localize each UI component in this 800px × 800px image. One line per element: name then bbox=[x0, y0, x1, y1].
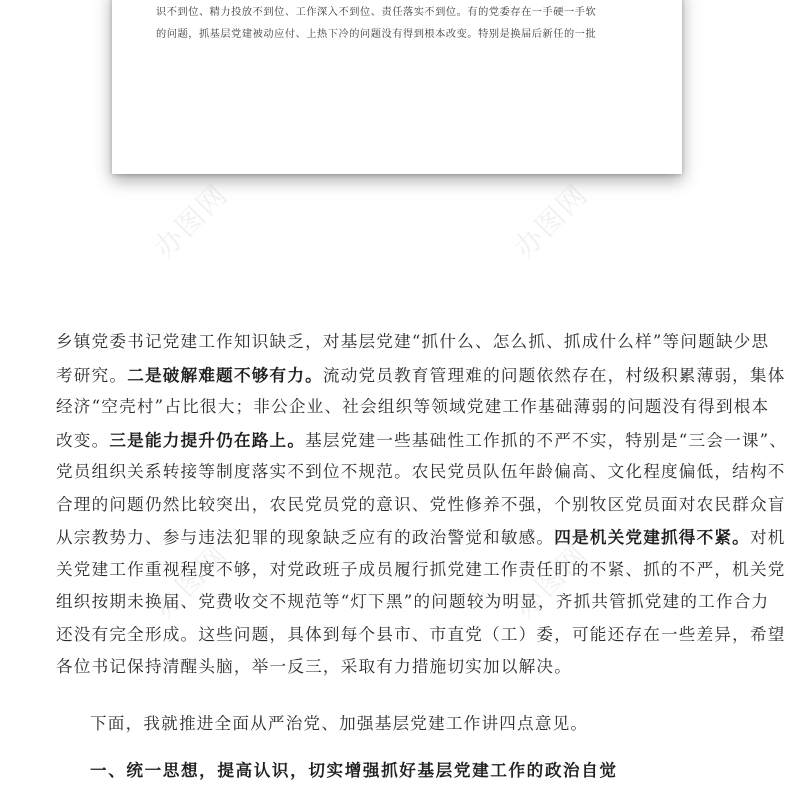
body-bold-text: 四是机关党建抓得不紧。 bbox=[554, 527, 750, 547]
body-line: 还没有完全形成。这些问题，具体到每个县市、市直党（工）委，可能还存在一些差异，希望 bbox=[56, 624, 786, 644]
intro-paragraph: 下面，我就推进全面从严治党、加强基层党建工作讲四点意见。 bbox=[90, 714, 589, 733]
body-text: 从宗教势力、参与违法犯罪的现象缺乏应有的政治警觉和敏感。 bbox=[56, 528, 555, 547]
body-bold-text: 二是破解难题不够有力。 bbox=[127, 364, 323, 385]
body-text: 对机 bbox=[749, 528, 786, 547]
body-line bbox=[56, 359, 786, 392]
body-line: 关党建工作重视程度不够，对党政班子成员履行抓党建工作责任盯的不紧、抓的不严，机关党 bbox=[56, 559, 786, 579]
document-preview-card bbox=[112, 0, 682, 174]
body-text: 考研究。 bbox=[56, 365, 128, 385]
watermark: 办图网 bbox=[147, 177, 235, 265]
body-line bbox=[56, 424, 788, 457]
body-paragraph bbox=[56, 326, 788, 684]
preview-line-2: 识不到位、精力投放不到位、工作深入不到位、责任落实不到位。有的党委存在一手硬一手软 bbox=[156, 7, 597, 18]
body-line: 党员组织关系转接等制度落实不到位不规范。农民党员队伍年龄偏高、文化程度偏低，结构不 bbox=[56, 462, 786, 481]
watermark: 办图网 bbox=[507, 537, 595, 625]
body-line: 合理的问题仍然比较突出，农民党员党的意识、党性修养不强，个别牧区党员面对农民群众盲 bbox=[56, 494, 786, 514]
watermark: 办图网 bbox=[147, 537, 235, 625]
body-line: 乡镇党委书记党建工作知识缺乏，对基层党建“抓什么、怎么抓、抓成什么样”等问题缺少思 bbox=[56, 332, 770, 351]
body-line: 组织按期未换届、党费收交不规范等“灯下黑”的问题较为明显，齐抓共管抓党建的工作合力 bbox=[56, 592, 770, 611]
section-heading: 一、统一思想，提高认识，切实增强抓好基层党建工作的政治自觉 bbox=[90, 760, 618, 780]
body-bold-text: 三是能力提升仍在路上。 bbox=[109, 429, 306, 450]
body-line: 经济“空壳村”占比很大；非公企业、社会组织等领域党建工作基础薄弱的问题没有得到根本 bbox=[56, 397, 770, 416]
body-text: 改变。 bbox=[56, 430, 110, 450]
body-text: 流动党员教育管理难的问题依然存在，村级积累薄弱，集体 bbox=[322, 365, 786, 385]
watermark: 办图网 bbox=[507, 177, 595, 265]
body-line bbox=[56, 521, 786, 554]
body-line: 各位书记保持清醒头脑，举一反三，采取有力措施切实加以解决。 bbox=[56, 657, 573, 676]
preview-line-3: 的问题，抓基层党建被动应付、上热下冷的问题没有得到根本改变。特别是换届后新任的一批 bbox=[156, 29, 597, 40]
body-text: 基层党建一些基础性工作抓的不严不实，特别是“三会一课”、 bbox=[305, 430, 788, 450]
